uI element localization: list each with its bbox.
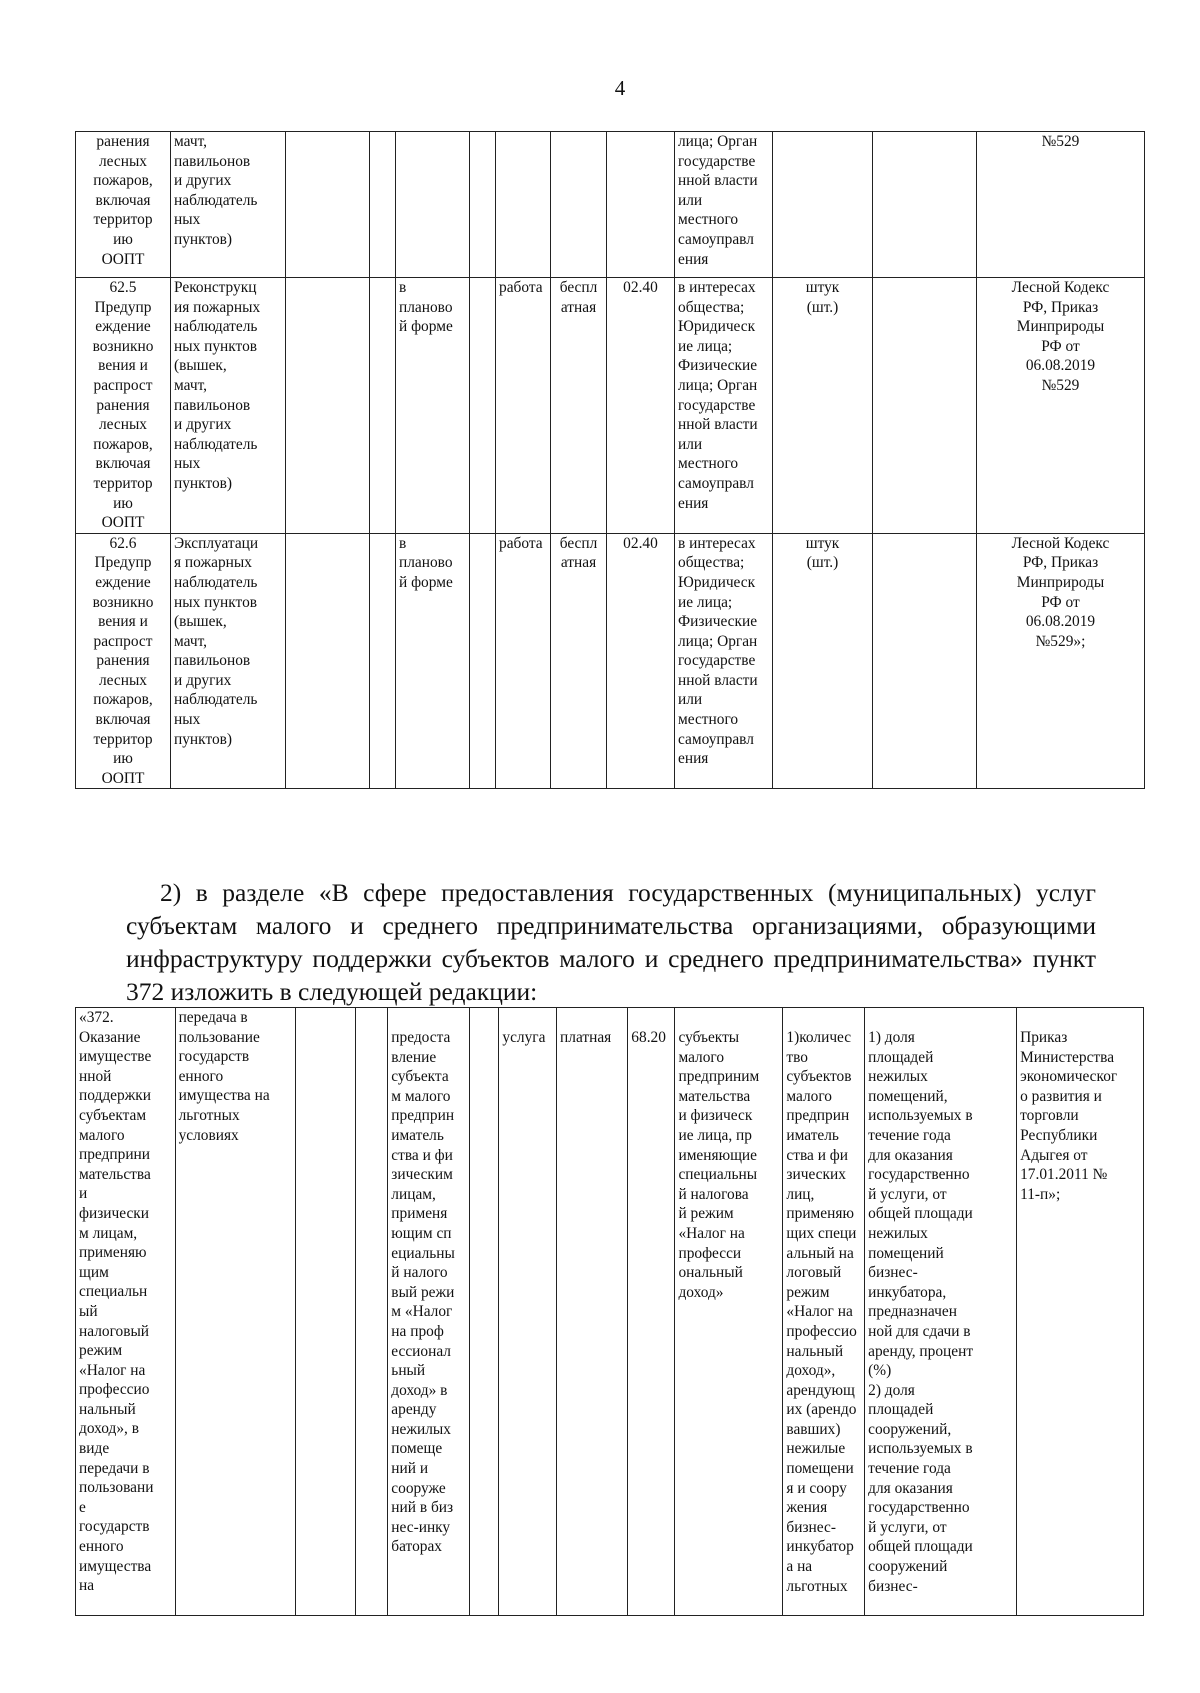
empty-cell [370, 533, 396, 789]
table-row [76, 533, 1145, 789]
service-name-cell: «372. Оказание имуществе нной поддержки субъектам малого предприни мательства и физически м лицам, применяю щим специальн ый налоговый режим «Налог на профессио нальный доход», в виде передачи в пользовани е государств енного имущества на [76, 1008, 176, 1616]
empty-cell [470, 1008, 499, 1616]
empty-cell [470, 278, 496, 534]
empty-cell [296, 1008, 356, 1616]
okved-cell [607, 132, 675, 278]
table-row [76, 132, 1145, 278]
legal-basis-cell: №529 [977, 132, 1145, 278]
form-cell: в планово й форме [396, 278, 470, 534]
service-content-cell: Эксплуатаци я пожарных наблюдатель ных пунктов (вышек, мачт, павильонов и других наблюдатель ных пунктов) [171, 533, 286, 789]
amendment-paragraph [126, 876, 1096, 1008]
empty-cell [873, 132, 977, 278]
service-content-cell: передача в пользование государств енного имущества на льготных условиях [175, 1008, 296, 1616]
amendment-text: 2) в разделе «В сфере предоставления государственных (муниципальных) услуг субъектам малого и среднего предпринимательства организациями, образующими инфраструктуру поддержки субъектов малого и среднего предпринимательства» пункт 372 изложить в следующей редакции: [126, 877, 1096, 1006]
service-object-cell: предоста вление субъекта м малого предприн иматель ства и фи зическим лицам, применя ющим сп ециальны й налого вый режи м «Налог на проф ессионал ьный доход» в аренду нежилых помеще ний и сооруже ний в биз нес-инку баторах [388, 1008, 470, 1616]
page-number: 4 [614, 76, 626, 100]
unit-cell: штук (шт.) [773, 533, 873, 789]
table-row [76, 1008, 1144, 1616]
empty-cell [470, 533, 496, 789]
okved-cell: 02.40 [607, 278, 675, 534]
unit-cell: штук (шт.) [773, 278, 873, 534]
empty-cell [355, 1008, 387, 1616]
service-name-cell: ранения лесных пожаров, включая территор ию ООПТ [76, 132, 171, 278]
empty-cell [873, 278, 977, 534]
kind-cell: работа [496, 278, 551, 534]
consumers-cell: лица; Орган государстве нной власти или местного самоуправл ения [675, 132, 773, 278]
quality-indicator-cell: 1) доля площадей нежилых помещений, используемых в течение года для оказания государственно й услуги, от общей площади нежилых помещений бизнес- инкубатора, предназначен ной для сдачи в аренду, процент (%) 2) доля площадей сооружений, используемых в течение года для оказания государственно й услуги, от общей площади сооружений бизнес- [865, 1008, 1017, 1616]
top-registry-table [75, 131, 1145, 789]
form-cell [396, 132, 470, 278]
service-content-cell: Реконструкц ия пожарных наблюдатель ных пунктов (вышек, мачт, павильонов и других наблюдатель ных пунктов) [171, 278, 286, 534]
payment-cell [551, 132, 607, 278]
empty-cell [470, 132, 496, 278]
kind-cell: работа [496, 533, 551, 789]
okved-cell: 02.40 [607, 533, 675, 789]
payment-cell: платная [557, 1008, 628, 1616]
payment-cell: беспл атная [551, 278, 607, 534]
legal-basis-cell: Лесной Кодекс РФ, Приказ Минприроды РФ от 06.08.2019 №529 [977, 278, 1145, 534]
form-cell: в планово й форме [396, 533, 470, 789]
empty-cell [873, 533, 977, 789]
kind-cell: услуга [499, 1008, 557, 1616]
empty-cell [286, 132, 370, 278]
consumers-cell: субъекты малого предприним мательства и физическ ие лица, пр именяющие специальны й налогова й режим «Налог на професси ональный доход» [675, 1008, 783, 1616]
kind-cell [496, 132, 551, 278]
legal-basis-cell: Приказ Министерства экономическог о развития и торговли Республики Адыгея от 17.01.2011 № 11-п»; [1017, 1008, 1144, 1616]
unit-cell [773, 132, 873, 278]
volume-indicator-cell: 1)количес тво субъектов малого предприн иматель ства и фи зических лиц, применяю щих специ альный на логовый режим «Налог на профессио нальный доход», арендующ их (арендо вавших) нежилые помещени я и соору жения бизнес- инкубатор а на льготных [783, 1008, 865, 1616]
empty-cell [370, 278, 396, 534]
legal-basis-cell: Лесной Кодекс РФ, Приказ Минприроды РФ от 06.08.2019 №529»; [977, 533, 1145, 789]
service-name-cell: 62.5 Предупр еждение возникно вения и распрост ранения лесных пожаров, включая территор ию ООПТ [76, 278, 171, 534]
service-content-cell: мачт, павильонов и других наблюдатель ных пунктов) [171, 132, 286, 278]
empty-cell [370, 132, 396, 278]
service-name-cell: 62.6 Предупр еждение возникно вения и распрост ранения лесных пожаров, включая территор ию ООПТ [76, 533, 171, 789]
bottom-registry-table [75, 1007, 1144, 1616]
empty-cell [286, 278, 370, 534]
consumers-cell: в интересах общества; Юридическ ие лица; Физические лица; Орган государстве нной власти или местного самоуправл ения [675, 533, 773, 789]
consumers-cell: в интересах общества; Юридическ ие лица; Физические лица; Орган государстве нной власти или местного самоуправл ения [675, 278, 773, 534]
table-row [76, 278, 1145, 534]
okved-cell: 68.20 [628, 1008, 675, 1616]
payment-cell: беспл атная [551, 533, 607, 789]
empty-cell [286, 533, 370, 789]
